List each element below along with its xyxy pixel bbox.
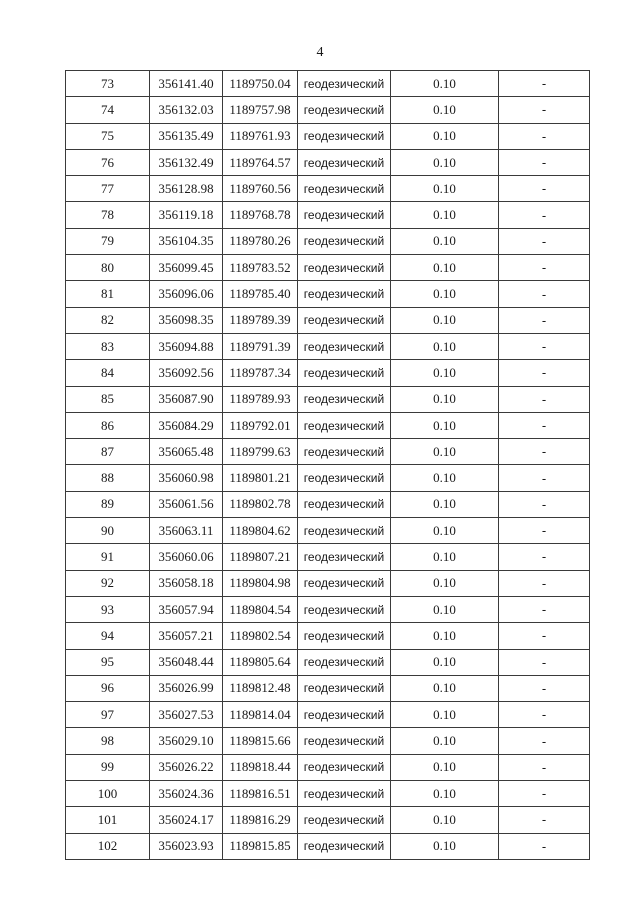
note-cell: - <box>499 544 590 570</box>
x-coordinate-cell: 356060.06 <box>150 544 223 570</box>
x-coordinate-cell: 356119.18 <box>150 202 223 228</box>
method-cell: геодезический <box>298 123 391 149</box>
x-coordinate-cell: 356099.45 <box>150 255 223 281</box>
method-cell: геодезический <box>298 754 391 780</box>
point-number-cell: 80 <box>66 255 150 281</box>
method-cell: геодезический <box>298 518 391 544</box>
table-row <box>66 465 590 491</box>
note-cell: - <box>499 71 590 97</box>
x-coordinate-cell: 356132.49 <box>150 149 223 175</box>
method-cell: геодезический <box>298 649 391 675</box>
method-cell: геодезический <box>298 596 391 622</box>
point-number-cell: 81 <box>66 281 150 307</box>
note-cell: - <box>499 255 590 281</box>
note-cell: - <box>499 833 590 859</box>
method-cell: геодезический <box>298 333 391 359</box>
y-coordinate-cell: 1189789.93 <box>223 386 298 412</box>
method-cell: геодезический <box>298 702 391 728</box>
note-cell: - <box>499 596 590 622</box>
x-coordinate-cell: 356023.93 <box>150 833 223 859</box>
table-row <box>66 781 590 807</box>
accuracy-cell: 0.10 <box>391 754 499 780</box>
point-number-cell: 100 <box>66 781 150 807</box>
accuracy-cell: 0.10 <box>391 465 499 491</box>
point-number-cell: 82 <box>66 307 150 333</box>
x-coordinate-cell: 356084.29 <box>150 412 223 438</box>
y-coordinate-cell: 1189815.85 <box>223 833 298 859</box>
method-cell: геодезический <box>298 465 391 491</box>
x-coordinate-cell: 356060.98 <box>150 465 223 491</box>
accuracy-cell: 0.10 <box>391 807 499 833</box>
note-cell: - <box>499 781 590 807</box>
coordinates-table <box>65 70 590 860</box>
accuracy-cell: 0.10 <box>391 570 499 596</box>
y-coordinate-cell: 1189804.62 <box>223 518 298 544</box>
y-coordinate-cell: 1189757.98 <box>223 97 298 123</box>
point-number-cell: 77 <box>66 176 150 202</box>
note-cell: - <box>499 386 590 412</box>
method-cell: геодезический <box>298 412 391 438</box>
table-row <box>66 596 590 622</box>
accuracy-cell: 0.10 <box>391 176 499 202</box>
point-number-cell: 88 <box>66 465 150 491</box>
y-coordinate-cell: 1189783.52 <box>223 255 298 281</box>
table-row <box>66 623 590 649</box>
table-row <box>66 544 590 570</box>
table-row <box>66 228 590 254</box>
table-row <box>66 570 590 596</box>
accuracy-cell: 0.10 <box>391 307 499 333</box>
y-coordinate-cell: 1189812.48 <box>223 675 298 701</box>
point-number-cell: 101 <box>66 807 150 833</box>
note-cell: - <box>499 649 590 675</box>
accuracy-cell: 0.10 <box>391 360 499 386</box>
table-row <box>66 649 590 675</box>
note-cell: - <box>499 439 590 465</box>
x-coordinate-cell: 356141.40 <box>150 71 223 97</box>
y-coordinate-cell: 1189750.04 <box>223 71 298 97</box>
note-cell: - <box>499 360 590 386</box>
point-number-cell: 85 <box>66 386 150 412</box>
method-cell: геодезический <box>298 360 391 386</box>
point-number-cell: 86 <box>66 412 150 438</box>
point-number-cell: 96 <box>66 675 150 701</box>
accuracy-cell: 0.10 <box>391 596 499 622</box>
y-coordinate-cell: 1189802.78 <box>223 491 298 517</box>
method-cell: геодезический <box>298 97 391 123</box>
table-row <box>66 728 590 754</box>
method-cell: геодезический <box>298 833 391 859</box>
y-coordinate-cell: 1189815.66 <box>223 728 298 754</box>
y-coordinate-cell: 1189807.21 <box>223 544 298 570</box>
point-number-cell: 99 <box>66 754 150 780</box>
x-coordinate-cell: 356063.11 <box>150 518 223 544</box>
accuracy-cell: 0.10 <box>391 97 499 123</box>
note-cell: - <box>499 333 590 359</box>
note-cell: - <box>499 123 590 149</box>
table-row <box>66 71 590 97</box>
x-coordinate-cell: 356132.03 <box>150 97 223 123</box>
point-number-cell: 84 <box>66 360 150 386</box>
method-cell: геодезический <box>298 281 391 307</box>
x-coordinate-cell: 356087.90 <box>150 386 223 412</box>
note-cell: - <box>499 412 590 438</box>
accuracy-cell: 0.10 <box>391 649 499 675</box>
note-cell: - <box>499 465 590 491</box>
x-coordinate-cell: 356094.88 <box>150 333 223 359</box>
table-row <box>66 360 590 386</box>
y-coordinate-cell: 1189818.44 <box>223 754 298 780</box>
table-row <box>66 754 590 780</box>
method-cell: геодезический <box>298 570 391 596</box>
accuracy-cell: 0.10 <box>391 123 499 149</box>
accuracy-cell: 0.10 <box>391 781 499 807</box>
point-number-cell: 93 <box>66 596 150 622</box>
method-cell: геодезический <box>298 202 391 228</box>
table-row <box>66 518 590 544</box>
method-cell: геодезический <box>298 491 391 517</box>
accuracy-cell: 0.10 <box>391 728 499 754</box>
accuracy-cell: 0.10 <box>391 833 499 859</box>
x-coordinate-cell: 356057.94 <box>150 596 223 622</box>
point-number-cell: 78 <box>66 202 150 228</box>
accuracy-cell: 0.10 <box>391 491 499 517</box>
y-coordinate-cell: 1189760.56 <box>223 176 298 202</box>
table-row <box>66 333 590 359</box>
accuracy-cell: 0.10 <box>391 228 499 254</box>
point-number-cell: 79 <box>66 228 150 254</box>
accuracy-cell: 0.10 <box>391 623 499 649</box>
y-coordinate-cell: 1189789.39 <box>223 307 298 333</box>
point-number-cell: 102 <box>66 833 150 859</box>
y-coordinate-cell: 1189804.54 <box>223 596 298 622</box>
point-number-cell: 94 <box>66 623 150 649</box>
y-coordinate-cell: 1189816.51 <box>223 781 298 807</box>
accuracy-cell: 0.10 <box>391 202 499 228</box>
table-row <box>66 412 590 438</box>
accuracy-cell: 0.10 <box>391 412 499 438</box>
y-coordinate-cell: 1189804.98 <box>223 570 298 596</box>
y-coordinate-cell: 1189780.26 <box>223 228 298 254</box>
table-row <box>66 833 590 859</box>
x-coordinate-cell: 356092.56 <box>150 360 223 386</box>
table-row <box>66 386 590 412</box>
accuracy-cell: 0.10 <box>391 675 499 701</box>
x-coordinate-cell: 356027.53 <box>150 702 223 728</box>
method-cell: геодезический <box>298 386 391 412</box>
y-coordinate-cell: 1189791.39 <box>223 333 298 359</box>
coordinates-table-body <box>66 71 590 860</box>
table-row <box>66 255 590 281</box>
table-row <box>66 675 590 701</box>
point-number-cell: 87 <box>66 439 150 465</box>
point-number-cell: 91 <box>66 544 150 570</box>
y-coordinate-cell: 1189768.78 <box>223 202 298 228</box>
table-row <box>66 281 590 307</box>
table-row <box>66 202 590 228</box>
x-coordinate-cell: 356098.35 <box>150 307 223 333</box>
table-row <box>66 307 590 333</box>
accuracy-cell: 0.10 <box>391 281 499 307</box>
x-coordinate-cell: 356048.44 <box>150 649 223 675</box>
table-row <box>66 97 590 123</box>
x-coordinate-cell: 356061.56 <box>150 491 223 517</box>
note-cell: - <box>499 754 590 780</box>
note-cell: - <box>499 307 590 333</box>
page-number: 4 <box>316 45 324 60</box>
x-coordinate-cell: 356135.49 <box>150 123 223 149</box>
method-cell: геодезический <box>298 439 391 465</box>
note-cell: - <box>499 97 590 123</box>
x-coordinate-cell: 356026.22 <box>150 754 223 780</box>
table-row <box>66 149 590 175</box>
point-number-cell: 95 <box>66 649 150 675</box>
point-number-cell: 83 <box>66 333 150 359</box>
method-cell: геодезический <box>298 228 391 254</box>
accuracy-cell: 0.10 <box>391 702 499 728</box>
table-row <box>66 702 590 728</box>
table-row <box>66 491 590 517</box>
accuracy-cell: 0.10 <box>391 544 499 570</box>
accuracy-cell: 0.10 <box>391 439 499 465</box>
x-coordinate-cell: 356024.17 <box>150 807 223 833</box>
y-coordinate-cell: 1189787.34 <box>223 360 298 386</box>
method-cell: геодезический <box>298 807 391 833</box>
method-cell: геодезический <box>298 307 391 333</box>
y-coordinate-cell: 1189761.93 <box>223 123 298 149</box>
note-cell: - <box>499 281 590 307</box>
accuracy-cell: 0.10 <box>391 149 499 175</box>
x-coordinate-cell: 356058.18 <box>150 570 223 596</box>
note-cell: - <box>499 570 590 596</box>
note-cell: - <box>499 518 590 544</box>
y-coordinate-cell: 1189805.64 <box>223 649 298 675</box>
note-cell: - <box>499 491 590 517</box>
x-coordinate-cell: 356026.99 <box>150 675 223 701</box>
point-number-cell: 89 <box>66 491 150 517</box>
point-number-cell: 97 <box>66 702 150 728</box>
method-cell: геодезический <box>298 623 391 649</box>
note-cell: - <box>499 728 590 754</box>
accuracy-cell: 0.10 <box>391 333 499 359</box>
accuracy-cell: 0.10 <box>391 518 499 544</box>
method-cell: геодезический <box>298 255 391 281</box>
method-cell: геодезический <box>298 544 391 570</box>
accuracy-cell: 0.10 <box>391 71 499 97</box>
x-coordinate-cell: 356096.06 <box>150 281 223 307</box>
y-coordinate-cell: 1189785.40 <box>223 281 298 307</box>
table-row <box>66 807 590 833</box>
method-cell: геодезический <box>298 71 391 97</box>
x-coordinate-cell: 356029.10 <box>150 728 223 754</box>
note-cell: - <box>499 675 590 701</box>
point-number-cell: 90 <box>66 518 150 544</box>
note-cell: - <box>499 228 590 254</box>
note-cell: - <box>499 702 590 728</box>
y-coordinate-cell: 1189802.54 <box>223 623 298 649</box>
x-coordinate-cell: 356128.98 <box>150 176 223 202</box>
point-number-cell: 75 <box>66 123 150 149</box>
y-coordinate-cell: 1189814.04 <box>223 702 298 728</box>
accuracy-cell: 0.10 <box>391 386 499 412</box>
y-coordinate-cell: 1189799.63 <box>223 439 298 465</box>
point-number-cell: 92 <box>66 570 150 596</box>
note-cell: - <box>499 202 590 228</box>
y-coordinate-cell: 1189792.01 <box>223 412 298 438</box>
x-coordinate-cell: 356057.21 <box>150 623 223 649</box>
x-coordinate-cell: 356065.48 <box>150 439 223 465</box>
method-cell: геодезический <box>298 781 391 807</box>
point-number-cell: 98 <box>66 728 150 754</box>
point-number-cell: 76 <box>66 149 150 175</box>
method-cell: геодезический <box>298 728 391 754</box>
note-cell: - <box>499 149 590 175</box>
table-row <box>66 123 590 149</box>
x-coordinate-cell: 356024.36 <box>150 781 223 807</box>
method-cell: геодезический <box>298 675 391 701</box>
point-number-cell: 74 <box>66 97 150 123</box>
y-coordinate-cell: 1189801.21 <box>223 465 298 491</box>
point-number-cell: 73 <box>66 71 150 97</box>
note-cell: - <box>499 623 590 649</box>
table-row <box>66 439 590 465</box>
y-coordinate-cell: 1189816.29 <box>223 807 298 833</box>
x-coordinate-cell: 356104.35 <box>150 228 223 254</box>
note-cell: - <box>499 807 590 833</box>
note-cell: - <box>499 176 590 202</box>
table-row <box>66 176 590 202</box>
y-coordinate-cell: 1189764.57 <box>223 149 298 175</box>
method-cell: геодезический <box>298 149 391 175</box>
method-cell: геодезический <box>298 176 391 202</box>
accuracy-cell: 0.10 <box>391 255 499 281</box>
